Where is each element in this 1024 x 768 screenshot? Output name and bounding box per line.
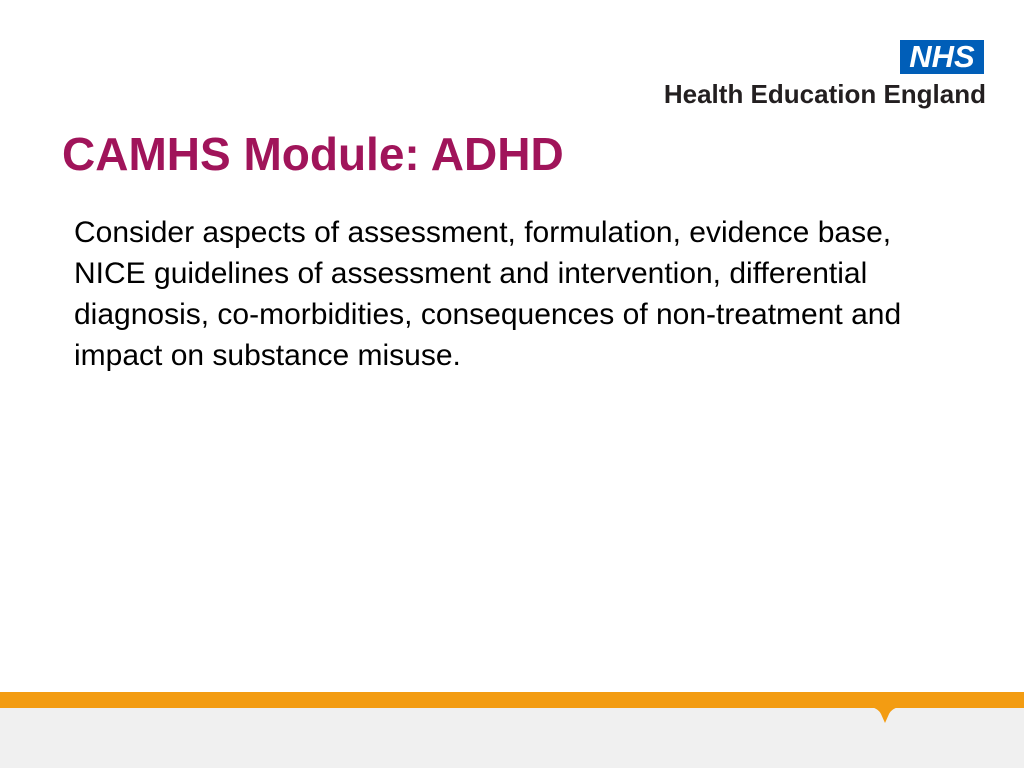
nhs-logo-box: NHS (900, 40, 984, 74)
footer-decoration (0, 692, 1024, 768)
slide-title: CAMHS Module: ADHD (62, 128, 564, 180)
slide-body-text: Consider aspects of assessment, formulation, evidence base, NICE guidelines of assessment and intervention, differential diagnosis, co-morbidities, consequences of non-treatment and impact on substance misuse. (74, 216, 902, 372)
organisation-name: Health Education England (663, 79, 986, 109)
nhs-hee-logo (636, 40, 986, 110)
footer-orange-stripe (0, 692, 1024, 708)
footer-band (0, 692, 1024, 768)
